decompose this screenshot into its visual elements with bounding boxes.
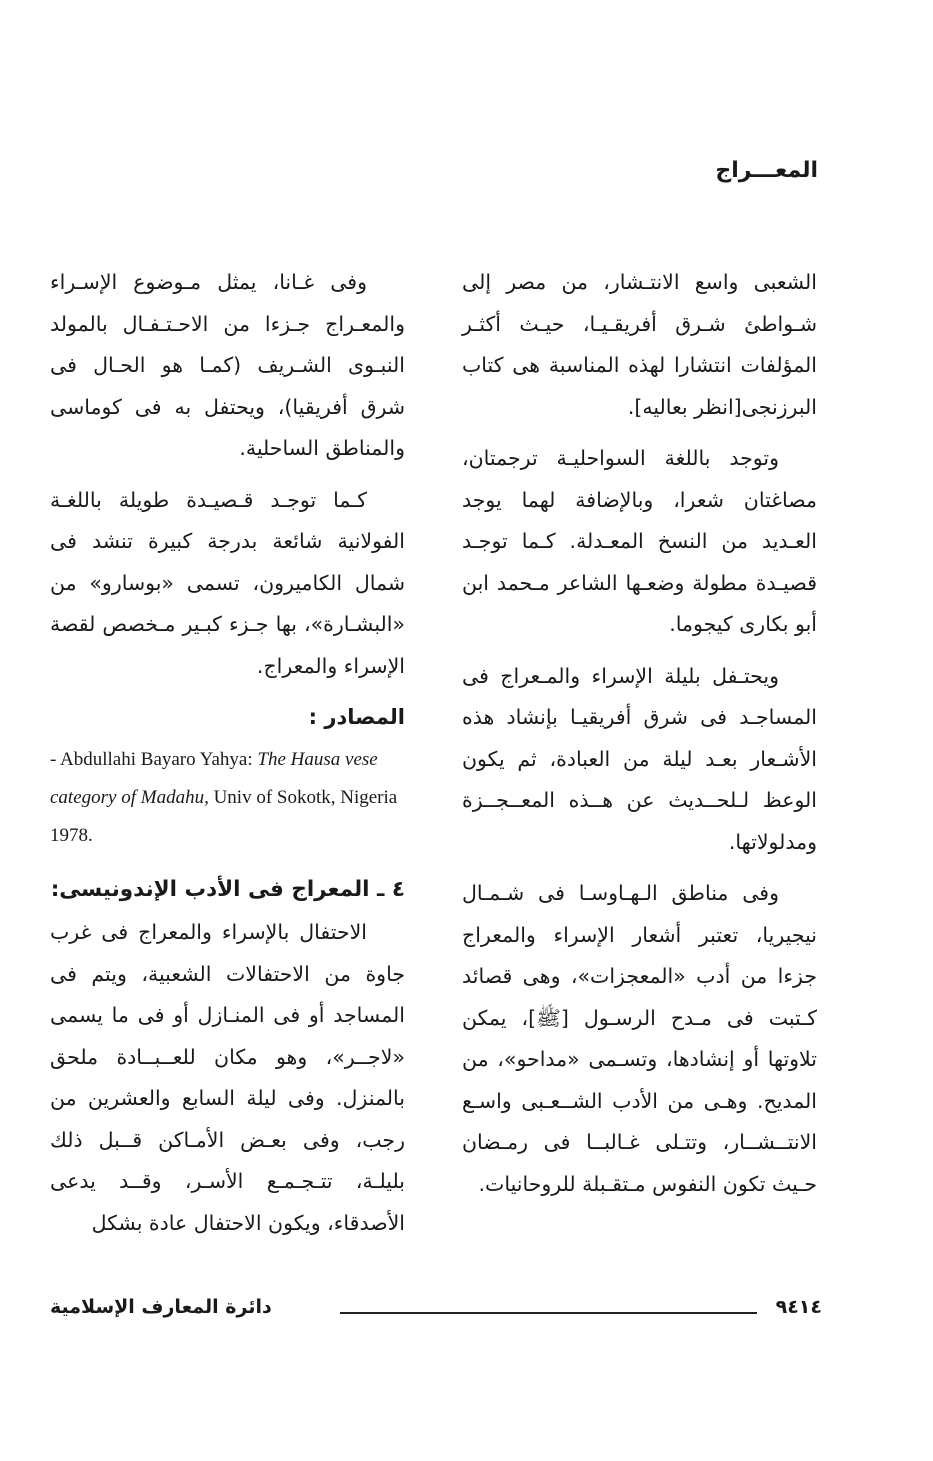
right-column — [462, 262, 817, 1215]
footer-rule — [340, 1312, 757, 1314]
publication-title: دائرة المعارف الإسلامية — [50, 1296, 272, 1318]
paragraph: وتوجد باللغة السواحليـة ترجمتان، مصاغتان شعرا، وبالإضافة لهما يوجد العـديد من النسخ المعـدلة. كـما توجـد قصيـدة مطولة وضعـها الشاعر مـحمد ابن أبو بكارى كيجوما. — [462, 446, 817, 636]
running-head: المعـــراج — [715, 158, 818, 183]
page-footer — [50, 1296, 822, 1326]
paragraph: ويحتـفل بليلة الإسراء والمـعراج فى المساجـد فى شرق أفريقيـا بإنشاد هذه الأشـعار بعـد ليلة من العبادة، ثم يكون الوعظ لـلحــديث عن هــذه المعــجــزة ومدلولاتها. — [462, 663, 817, 854]
sources-heading: المصادر : — [308, 705, 405, 729]
paragraph: وفى غـانا، يمثل مـوضوع الإسـراء والمعـراج جـزءا من الاحـتـفـال بالمولد النبـوى الشـريف (كمـا هو الحـال فى شرق أفريقيا)، ويحتفل به فى كوماسى والمناطق الساحلية. — [50, 270, 405, 460]
paragraph: كـما توجـد قـصيـدة طويلة باللغـة الفولانية شائعة بدرجة كبيرة تنشد فى شمال الكاميرون، تسمى «بوسارو» من «البشـارة»، بها جـزء كبـير مـخصص لقصة الإسراء والمعراج. — [50, 487, 405, 678]
reference-entry — [50, 741, 405, 855]
reference-title: The Hausa vese category of Madahu, — [50, 748, 378, 808]
reference-author: - Abdullahi Bayaro Yahya: — [50, 748, 258, 770]
reference-publisher: Univ of Sokotk, Nigeria 1978. — [50, 786, 398, 846]
paragraph: وفى مناطق الـهـاوسـا فى شـمـال نيجيريا، تعتبر أشعار الإسراء والمعراج جزءا من أدب «المعجزات»، وهى قصائد كـتبت فى مـدح الرسـول [ﷺ]، يمكن تلاوتها أو إنشادها، وتسـمى «مداحو»، من المديح. وهـى من الأدب الشــعـبى واسـع الانتــشــار، وتتـلى غـالبــا فى رمـضان حـيث تكون النفوس مـتقـبلة للروحانيات. — [462, 881, 817, 1196]
paragraph: الشعبى واسع الانتـشار، من مصر إلى شـواطئ شـرق أفريقـيـا، حيـث أكثـر المؤلفات انتشارا لهذه المناسبة هى كتاب البرزنجى[انظر بعاليه]. — [462, 270, 817, 419]
paragraph: الاحتفال بالإسراء والمعراج فى غرب جاوة من الاحتفالات الشعبية، ويتم فى المساجد أو فى المنـازل أو فى ما يسمى «لاجــر»، وهو مكان للعــبــادة ملحق بالمنزل. وفى ليلة السابع والعشرين من رجب، وفى بعـض الأمـاكن قــبل ذلك بليلـة، تتـجـمـع الأسـر، وقــد يدعى الأصدقاء، ويكون الاحتفال عادة بشكل — [50, 920, 405, 1235]
left-column — [50, 262, 405, 1254]
section-heading: ٤ ـ المعراج فى الأدب الإندونيسى: — [50, 876, 405, 902]
page-number: ٩٤١٤ — [775, 1296, 822, 1318]
